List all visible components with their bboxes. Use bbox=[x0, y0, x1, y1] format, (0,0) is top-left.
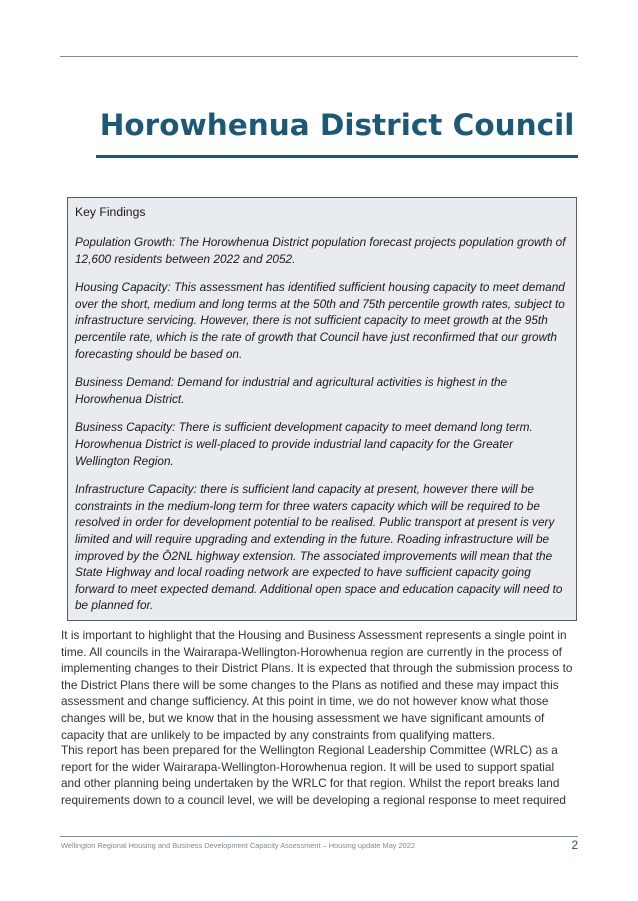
finding-business-demand: Business Demand: Demand for industrial and agricultural activities is highest in the Horowhenua District. bbox=[75, 375, 508, 406]
header-rule bbox=[60, 56, 578, 57]
finding-infrastructure-capacity: Infrastructure Capacity: there is sufficient land capacity at present, however there will be constraints in the medium-long term for three waters capacity which will be required to be resolved in order for development potential to be realised. Public transport at present is very limited and will require upgrading and extending in the future. Roading infrastructure will be improved by the Ō2NL highway extension. The associated improvements will mean that the State Highway and local roading network are expected to have sufficient capacity going forward to meet expected demand. Additional open space and education capacity will need to be planned for. bbox=[75, 482, 563, 613]
finding-population-growth: Population Growth: The Horowhenua District population forecast projects population growth of 12,600 residents between 2022 and 2052. bbox=[75, 235, 566, 266]
page-number: 2 bbox=[571, 838, 578, 852]
key-findings-box bbox=[67, 197, 577, 621]
finding-housing-capacity: Housing Capacity: This assessment has identified sufficient housing capacity to meet demand over the short, medium and long terms at the 50th and 75th percentile growth rates, subject to infrastructure servicing. However, there is not sufficient capacity to meet growth at the 95th percentile rate, which is the rate of growth that Council have just reconfirmed that our growth forecasting should be based on. bbox=[75, 280, 565, 361]
body-paragraph-2 bbox=[61, 742, 577, 808]
finding-business-capacity: Business Capacity: There is sufficient development capacity to meet demand long term. Horowhenua District is well-placed to provide industrial land capacity for the Greater Wellington Region. bbox=[75, 420, 533, 468]
body-paragraph-1 bbox=[61, 627, 577, 743]
page-title: Horowhenua District Council bbox=[99, 108, 575, 142]
body-paragraph-1-text: It is important to highlight that the Housing and Business Assessment represents a single point in time. All councils in the Wairarapa-Wellington-Horowhenua region are currently in the process of implementing changes to their District Plans. It is expected that through the submission process to the District Plans there will be some changes to the Plans as notified and these may impact this assessment and change sufficiency. At this point in time, we do not however know what those changes will be, but we know that in the housing assessment we have significant amounts of capacity that are unlikely to be impacted by any constraints from qualifying matters. bbox=[61, 628, 573, 742]
key-findings-heading: Key Findings bbox=[75, 205, 146, 219]
title-underline bbox=[96, 155, 578, 158]
footer-rule bbox=[60, 836, 578, 837]
body-paragraph-2-text: This report has been prepared for the Wellington Regional Leadership Committee (WRLC) as a report for the wider Wairarapa-Wellington-Horowhenua region. It will be used to support spatial and other planning being undertaken by the WRLC for that region. Whilst the report breaks land requirements down to a council level, we will be developing a regional response to meet required bbox=[61, 743, 566, 807]
footer-text: Wellington Regional Housing and Business Development Capacity Assessment – Housing update May 2022 bbox=[61, 841, 415, 850]
